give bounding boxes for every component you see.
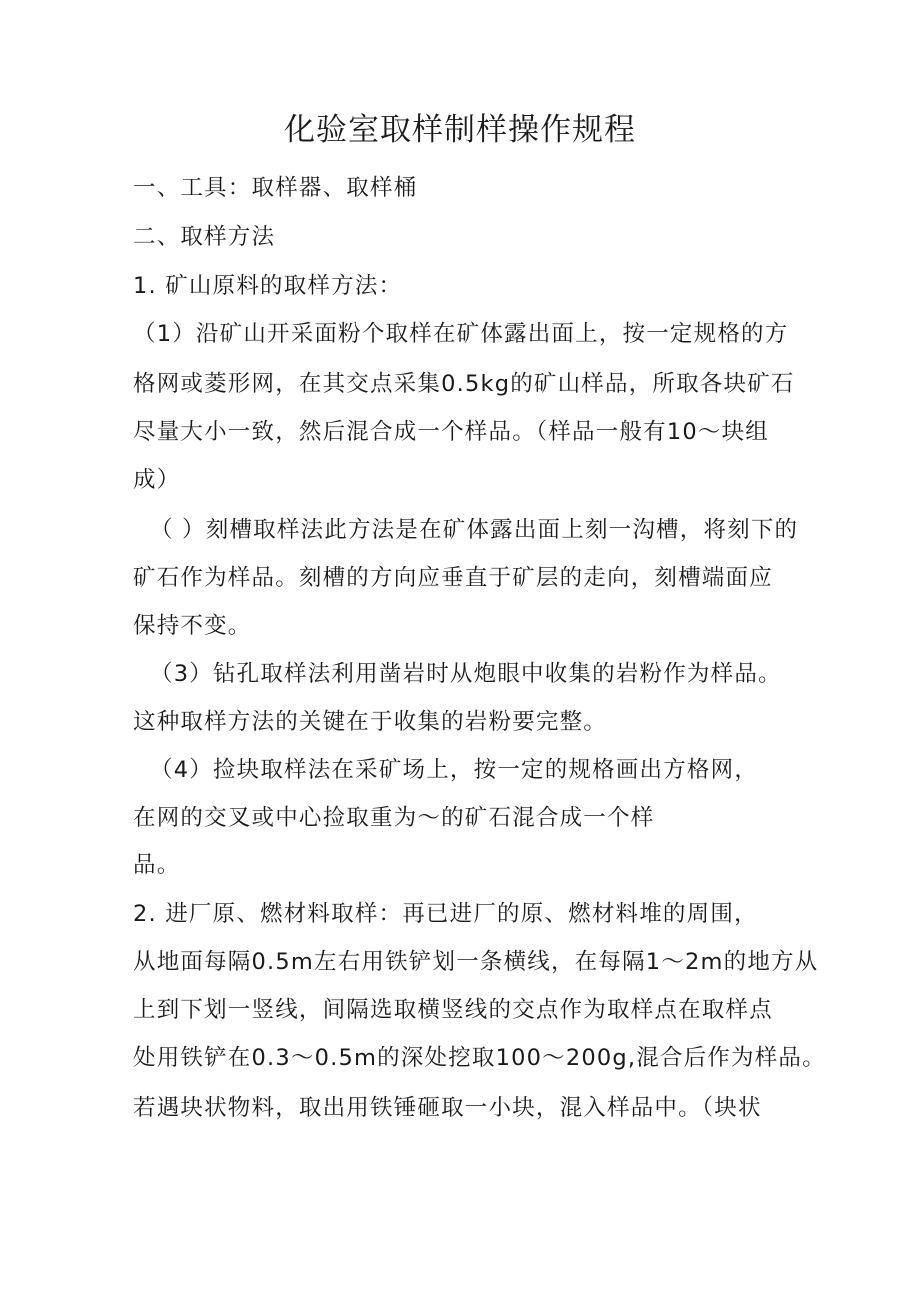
text-line: 从地面每隔0.5m左右用铁铲划一条横线，在每隔1～2m的地方从: [133, 949, 819, 975]
text-line: 矿石作为样品。刻槽的方向应垂直于矿层的走向，刻槽端面应: [133, 565, 773, 591]
text-line: 这种取样方法的关键在于收集的岩粉要完整。: [133, 709, 608, 735]
text-line: 若遇块状物料，取出用铁锤砸取一小块，混入样品中。（块状: [133, 1095, 762, 1121]
text-line: （1）沿矿山开采面粉个取样在矿体露出面上，按一定规格的方: [133, 321, 789, 347]
text-line: （ ）刻槽取样法此方法是在矿体露出面上刻一沟槽，将刻下的: [150, 517, 799, 543]
text-line: 保持不变。: [133, 613, 252, 639]
text-line: 2. 进厂原、燃材料取样：再已进厂的原、燃材料堆的周围，: [133, 901, 758, 927]
text-line: 一、工具：取样器、取样桶: [133, 175, 418, 201]
text-line: 尽量大小一致，然后混合成一个样品。（样品一般有10～块组: [133, 419, 769, 445]
text-line: 二、取样方法: [133, 224, 276, 250]
text-line: 品。: [133, 852, 181, 878]
text-line: 在网的交叉或中心捡取重为～的矿石混合成一个样: [133, 805, 655, 831]
text-line: 上到下划一竖线，间隔选取横竖线的交点作为取样点在取样点: [133, 997, 773, 1023]
document-title: 化验室取样制样操作规程: [284, 112, 636, 148]
text-line: 格网或菱形网，在其交点采集0.5kg的矿山样品，所取各块矿石: [133, 371, 795, 397]
text-line: 处用铁铲在0.3～0.5m的深处挖取100～200g,混合后作为样品。: [133, 1045, 826, 1071]
text-line: 1. 矿山原料的取样方法：: [133, 273, 403, 299]
text-line: （3）钻孔取样法利用凿岩时从炮眼中收集的岩粉作为样品。: [150, 661, 782, 687]
text-line: 成）: [133, 467, 181, 493]
text-line: （4）捡块取样法在采矿场上，按一定的规格画出方格网，: [150, 757, 759, 783]
